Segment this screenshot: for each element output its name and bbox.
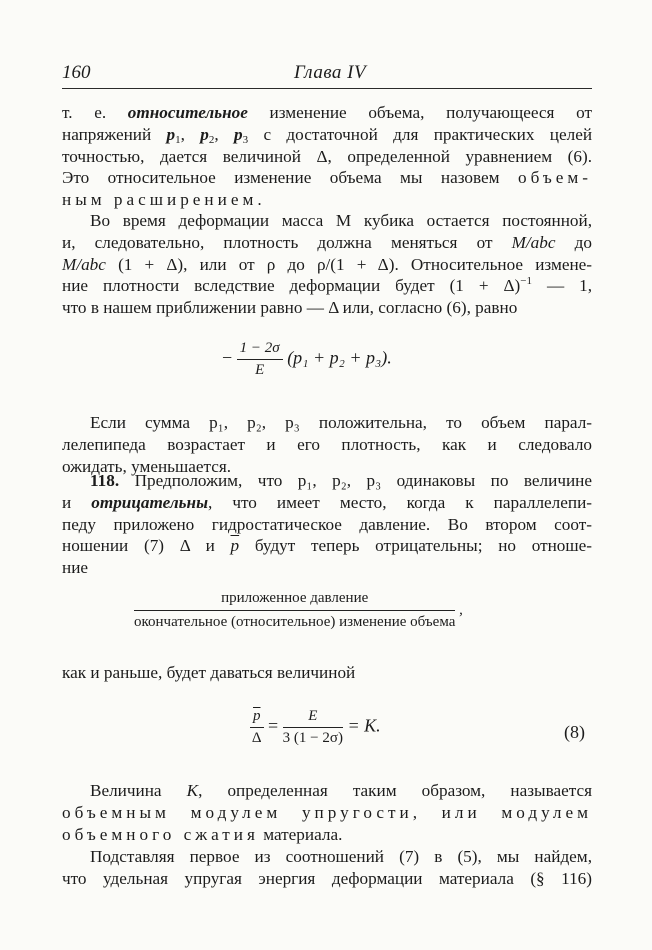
text-line: Во время деформации масса M кубика остается постоянной, xyxy=(90,211,592,230)
paragraph-4 xyxy=(62,470,592,579)
text-line: 118. Предположим, что p₁, p₂, p₃ одинаковы по величине xyxy=(90,471,592,490)
fraction xyxy=(283,708,343,747)
text-line: педу приложено гидростатическое давление. Во втором соот- xyxy=(62,514,592,534)
equation-number: (8) xyxy=(564,722,585,742)
text-line: напряжений $p_1$, $p_2$, $p_3$ с достаточной для практических целей xyxy=(62,124,593,146)
text-line: Если сумма p₁, p₂, p₃ положительна, то объем парал- xyxy=(90,413,592,432)
text-line: M/abc (1 + Δ), или от ρ до ρ/(1 + Δ). Относительное измене- xyxy=(62,254,592,274)
chapter-title: Глава IV xyxy=(294,62,367,83)
paragraph-2 xyxy=(62,210,592,319)
header-rule xyxy=(62,88,592,89)
page-number: 160 xyxy=(62,62,91,83)
text-line: и, следовательно, плотность должна меняться от M/abc до xyxy=(62,232,592,252)
text-line: что в нашем приближении равно — Δ или, согласно (6), равно xyxy=(62,298,518,318)
text-line: лелепипеда возрастает и его плотность, как и следовало xyxy=(62,434,592,454)
fraction xyxy=(250,708,264,747)
text-line: объемного сжатия материала. xyxy=(62,824,343,844)
ratio-denominator: окончательное (относительное) изменение объема xyxy=(134,614,456,630)
text-line: ожидать, уменьшается. xyxy=(62,456,232,476)
paragraph-5 xyxy=(62,662,592,684)
paragraph-3 xyxy=(62,412,592,477)
text-line: что удельная упругая энергия деформации материала (§ 116) xyxy=(62,868,592,888)
fraction-numerator: $\overline{p}$ xyxy=(250,708,264,728)
fraction-denominator: 3 (1 − 2σ) xyxy=(282,730,343,746)
formula-result: = K. xyxy=(347,715,381,736)
ratio-numerator: приложенное давление xyxy=(134,590,455,611)
text-line: как и раньше, будет даваться величиной xyxy=(62,663,356,682)
ratio-fraction xyxy=(134,590,463,631)
fraction xyxy=(134,590,455,631)
paragraph-7 xyxy=(62,846,592,890)
ratio-comma: , xyxy=(459,601,463,618)
text-line: ношении (7) Δ и $\overline{p}$ будут теперь отрицательны; но отноше- xyxy=(62,536,592,556)
text-line: ние плотности вследствие деформации будет $(1 + \Delta)^{-1}$ — 1, xyxy=(62,275,592,296)
text-line: ным расширением. xyxy=(62,190,262,210)
text-line: Величина K, определенная таким образом, называется xyxy=(90,781,592,800)
minus-sign: − xyxy=(222,347,233,368)
text-line: точностью, дается величиной Δ, определенной уравнением (6). xyxy=(62,146,592,166)
page-header xyxy=(62,58,592,88)
fraction-numerator: 1 − 2σ xyxy=(237,340,283,360)
paragraph-6 xyxy=(62,780,592,845)
fraction xyxy=(237,340,283,379)
equals-sign: = xyxy=(268,715,279,736)
paragraph-1 xyxy=(62,102,592,211)
formula-sum: (p₁ + p₂ + p₃). xyxy=(287,347,392,368)
section-number: 118. xyxy=(90,471,120,490)
text-line: т. е. относительное изменение объема, получающееся от xyxy=(62,103,592,122)
text-line: объемным модулем упругости, или модулем xyxy=(62,802,592,822)
text-line: и отрицательны, что имеет место, когда к параллелепи- xyxy=(62,492,592,512)
text-line: Это относительное изменение объема мы назовем объем- xyxy=(62,168,592,188)
fraction-denominator: E xyxy=(255,362,265,378)
fraction-numerator: E xyxy=(283,708,343,728)
formula-density-change xyxy=(222,340,392,379)
text-line: ние xyxy=(62,558,89,578)
fraction-denominator: Δ xyxy=(251,730,262,746)
text-line: Подставляя первое из соотношений (7) в (5), мы найдем, xyxy=(90,847,592,866)
formula-bulk-modulus xyxy=(250,708,381,747)
